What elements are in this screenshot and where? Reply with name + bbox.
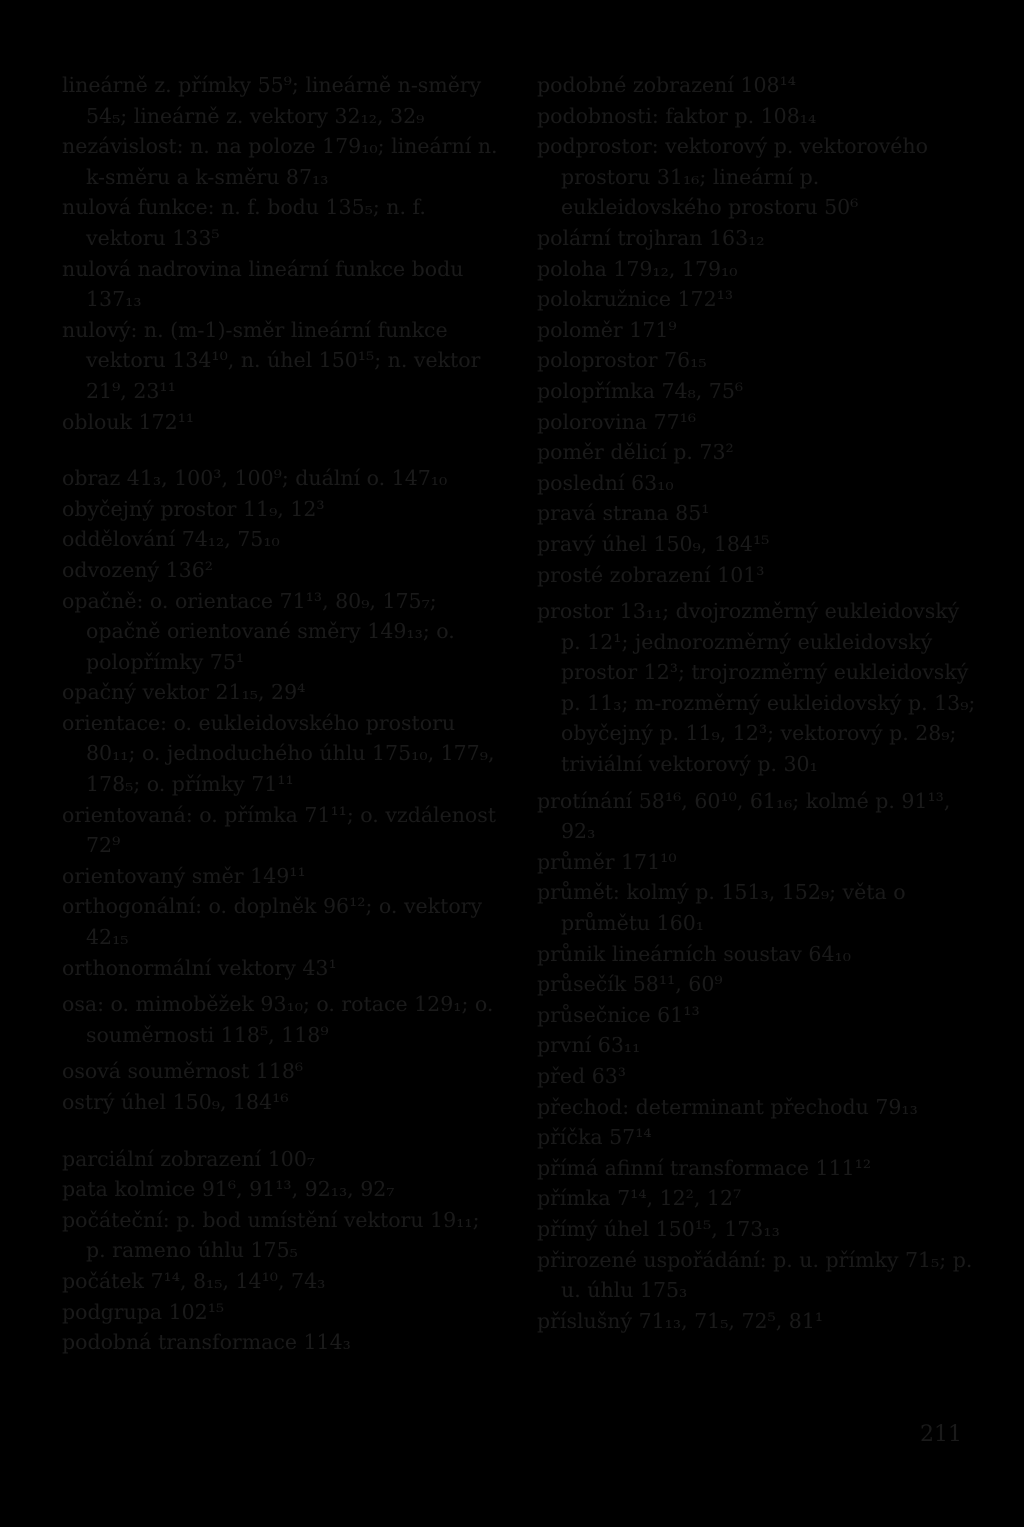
index-entry: orientovaný směr 149¹¹ <box>62 863 306 888</box>
index-entry: podobné zobrazení 108¹⁴ <box>537 73 796 97</box>
index-entry: přirozené uspořádání: p. u. přímky 71₅; p. u. úhlu 175₃ <box>537 1247 973 1303</box>
index-entry: obraz 41₃, 100³, 100⁹; duální o. 147₁₀ <box>62 466 448 491</box>
index-entry: počátek 7¹⁴, 8₁₅, 14¹⁰, 74₃ <box>62 1268 326 1293</box>
index-entry: pravý úhel 150₉, 184¹⁵ <box>537 531 770 556</box>
index-entry: příčka 57¹⁴ <box>537 1125 652 1150</box>
index-entry: oddělování 74₁₂, 75₁₀ <box>62 527 280 552</box>
index-entry: podprostor: vektorový p. vektorového prostoru 31₁₆; lineární p. eukleidovského prostoru 50⁶ <box>537 134 928 220</box>
index-column-left <box>62 70 504 1358</box>
index-entry: přímá afinní transformace 111¹² <box>537 1155 872 1180</box>
index-entry: polorovina 77¹⁶ <box>537 409 697 434</box>
index-entry: polární trojhran 163₁₂ <box>537 225 765 250</box>
index-entry: poloha 179₁₂, 179₁₀ <box>537 256 738 281</box>
index-entry: podobná transformace 114₃ <box>62 1330 351 1355</box>
index-entry: parciální zobrazení 100₇ <box>62 1146 316 1171</box>
index-entry: příslušný 71₁₃, 71₅, 72⁵, 81¹ <box>537 1308 824 1333</box>
index-entry: osová souměrnost 118⁶ <box>62 1059 304 1084</box>
index-entry: poměr dělicí p. 73² <box>537 440 734 465</box>
index-entry: pravá strana 85¹ <box>537 501 710 526</box>
index-entry: průnik lineárních soustav 64₁₀ <box>537 941 851 966</box>
index-entry: průsečnice 61¹³ <box>537 1002 700 1027</box>
index-entry: oblouk 172¹¹ <box>62 409 195 434</box>
index-entry: opačně: o. orientace 71¹³, 80₉, 175₇; opačně orientované směry 149₁₃; o. polopřímky 75¹ <box>62 588 455 674</box>
index-entry: průmět: kolmý p. 151₃, 152₉; věta o průmětu 160₁ <box>537 880 906 936</box>
index-entry: polokružnice 172¹³ <box>537 287 734 312</box>
index-entry: obyčejný prostor 11₉, 12³ <box>62 496 325 521</box>
index-entry: poloměr 171⁹ <box>537 317 677 342</box>
index-entry: poloprostor 76₁₅ <box>537 348 707 373</box>
index-entry: přechod: determinant přechodu 79₁₃ <box>537 1094 918 1119</box>
index-entry: opačný vektor 21₁₅, 29⁴ <box>62 680 306 705</box>
index-entry: průměr 171¹⁰ <box>537 849 677 874</box>
index-entry: podgrupa 102¹⁵ <box>62 1299 225 1324</box>
index-entry: lineárně z. přímky 55⁹; lineárně n-směry 54₅; lineárně z. vektory 32₁₂, 32₉ <box>62 73 482 128</box>
index-entry: podobnosti: faktor p. 108₁₄ <box>537 103 817 128</box>
index-entry: protínání 58¹⁶, 60¹⁰, 61₁₆; kolmé p. 91¹³, 92₃ <box>537 788 951 844</box>
index-entry: odvozený 136² <box>62 557 213 582</box>
index-entry: poslední 63₁₀ <box>537 470 674 495</box>
index-entry: polopřímka 74₈, 75⁶ <box>537 378 744 403</box>
index-entry: počáteční: p. bod umístění vektoru 19₁₁; p. rameno úhlu 175₅ <box>62 1207 480 1263</box>
index-column-right <box>537 70 977 1336</box>
index-entry: orientace: o. eukleidovského prostoru 80₁₁; o. jednoduchého úhlu 175₁₀, 177₉, 178₅; o. přímky 71¹¹ <box>62 710 495 797</box>
index-entry: pata kolmice 91⁶, 91¹³, 92₁₃, 92₇ <box>62 1177 395 1202</box>
page-number: 211 <box>920 1422 962 1447</box>
index-entry: před 63³ <box>537 1064 626 1088</box>
index-entry: orthonormální vektory 43¹ <box>62 955 337 980</box>
index-entry: průsečík 58¹¹, 60⁹ <box>537 972 723 997</box>
index-entry: nulová funkce: n. f. bodu 135₅; n. f. vektoru 133⁵ <box>62 195 426 250</box>
index-entry: přímý úhel 150¹⁵, 173₁₃ <box>537 1216 780 1241</box>
index-entry: orthogonální: o. doplněk 96¹²; o. vektory 42₁₅ <box>62 894 483 950</box>
index-entry: nezávislost: n. na poloze 179₁₀; lineární n. k-směru a k-směru 87₁₃ <box>62 134 498 189</box>
index-entry: osa: o. mimoběžek 93₁₀; o. rotace 129₁; o. souměrnosti 118⁵, 118⁹ <box>62 992 494 1047</box>
index-entry: orientovaná: o. přímka 71¹¹; o. vzdálenost 72⁹ <box>62 802 497 858</box>
index-entry: prosté zobrazení 101³ <box>537 562 765 587</box>
index-entry: ostrý úhel 150₉, 184¹⁶ <box>62 1090 289 1114</box>
index-entry: prostor 13₁₁; dvojrozměrný eukleidovský p. 12¹; jednorozměrný eukleidovský prostor 12³; trojrozměrný eukleidovský p. 11₃; m-rozměrný eukleidovský p. 13₉; obyčejný p. 11₉, 12³; vektorový p. 28₉; triviální vektorový p. 30₁ <box>537 599 976 777</box>
index-entry: přímka 7¹⁴, 12², 12⁷ <box>537 1186 742 1211</box>
index-entry: nulová nadrovina lineární funkce bodu 137₁₃ <box>62 256 464 312</box>
index-entry: nulový: n. (m-1)-směr lineární funkce vektoru 134¹⁰, n. úhel 150¹⁵; n. vektor 21⁹, 23¹¹ <box>62 317 481 403</box>
index-entry: první 63₁₁ <box>537 1033 641 1058</box>
